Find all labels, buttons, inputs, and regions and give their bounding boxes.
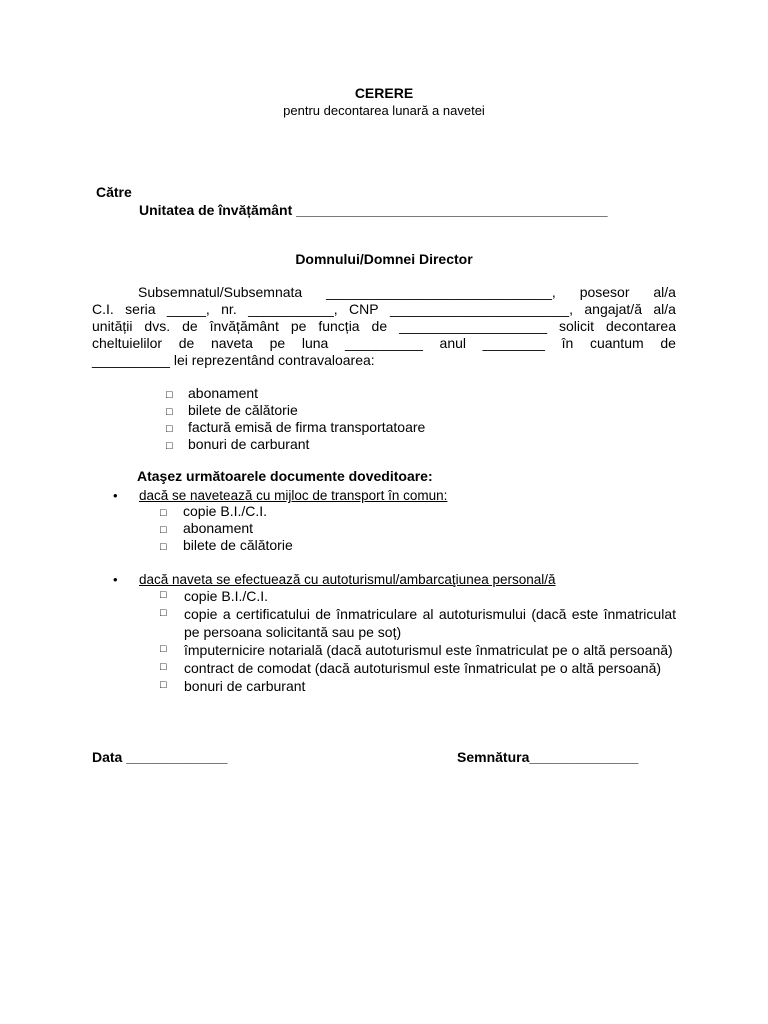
paragraph-line: Subsemnatul/Subsemnata _____________________________, posesor al/a xyxy=(138,284,676,300)
list-item: □ bilete de călătorie xyxy=(160,537,293,554)
list-item: □ copie B.I./C.I. xyxy=(160,503,293,520)
paragraph-line: cheltuielilor de naveta pe luna __________ anul ________ în cuantum de xyxy=(92,335,676,351)
list-item: □ copie a certificatului de înmatriculare al autoturismului (dacă este înmatriculat pe persoana solicitantă sau pe soț) xyxy=(160,606,676,640)
list-item: □ copie B.I./C.I. xyxy=(160,588,269,604)
recipient-catre: Către xyxy=(96,184,132,200)
checkbox-icon: □ xyxy=(160,607,167,619)
checkbox-icon: □ xyxy=(160,507,167,519)
section-personal-vehicle-label: dacă naveta se efectuează cu autoturismul/ambarcaţiunea personal/ă xyxy=(139,572,556,587)
personal-vehicle-documents xyxy=(160,587,676,695)
document-subtitle: pentru decontarea lunară a navetei xyxy=(283,103,485,118)
paragraph-line: C.I. seria _____, nr. ___________, CNP _______________________, angajat/ă al/a xyxy=(92,301,676,317)
paragraph-line: __________ lei reprezentând contravaloarea: xyxy=(92,352,375,368)
list-item: □ bilete de călătorie xyxy=(166,402,425,419)
checkbox-icon: □ xyxy=(166,440,173,452)
checkbox-icon: □ xyxy=(160,524,167,536)
date-field: Data _____________ xyxy=(92,749,228,765)
expense-options-list xyxy=(166,385,425,453)
checkbox-icon: □ xyxy=(160,643,167,655)
request-paragraph xyxy=(92,284,676,369)
attachments-heading: Ataşez următoarele documente doveditoare: xyxy=(137,468,433,484)
list-item: □ împuternicire notarială (dacă autoturismul este înmatriculat pe o altă persoană) xyxy=(160,642,673,658)
checkbox-icon: □ xyxy=(166,406,173,418)
document-title: CERERE xyxy=(354,85,414,101)
list-item: □ bonuri de carburant xyxy=(160,678,306,694)
checkbox-icon: □ xyxy=(160,541,167,553)
list-item: □ abonament xyxy=(166,385,425,402)
checkbox-icon: □ xyxy=(160,661,167,673)
list-item: □ contract de comodat (dacă autoturismul este înmatriculat pe o altă persoană) xyxy=(160,660,662,676)
paragraph-line: unității dvs. de învățământ pe funcția de ___________________ solicit decontarea xyxy=(92,318,676,334)
checkbox-icon: □ xyxy=(166,423,173,435)
bullet-icon: • xyxy=(113,572,118,587)
recipient-director: Domnului/Domnei Director xyxy=(295,251,473,267)
list-item: □ abonament xyxy=(160,520,293,537)
list-item: □ factură emisă de firma transportatoare xyxy=(166,419,425,436)
public-transport-documents xyxy=(160,503,293,554)
section-public-transport-label: dacă se navetează cu mijloc de transport în comun: xyxy=(139,488,448,503)
signature-field: Semnătura______________ xyxy=(457,749,639,765)
checkbox-icon: □ xyxy=(166,389,173,401)
recipient-unitatea: Unitatea de învățământ ________________________________________ xyxy=(139,202,608,218)
list-item: □ bonuri de carburant xyxy=(166,436,425,453)
checkbox-icon: □ xyxy=(160,679,167,691)
bullet-icon: • xyxy=(113,488,118,503)
checkbox-icon: □ xyxy=(160,589,167,601)
